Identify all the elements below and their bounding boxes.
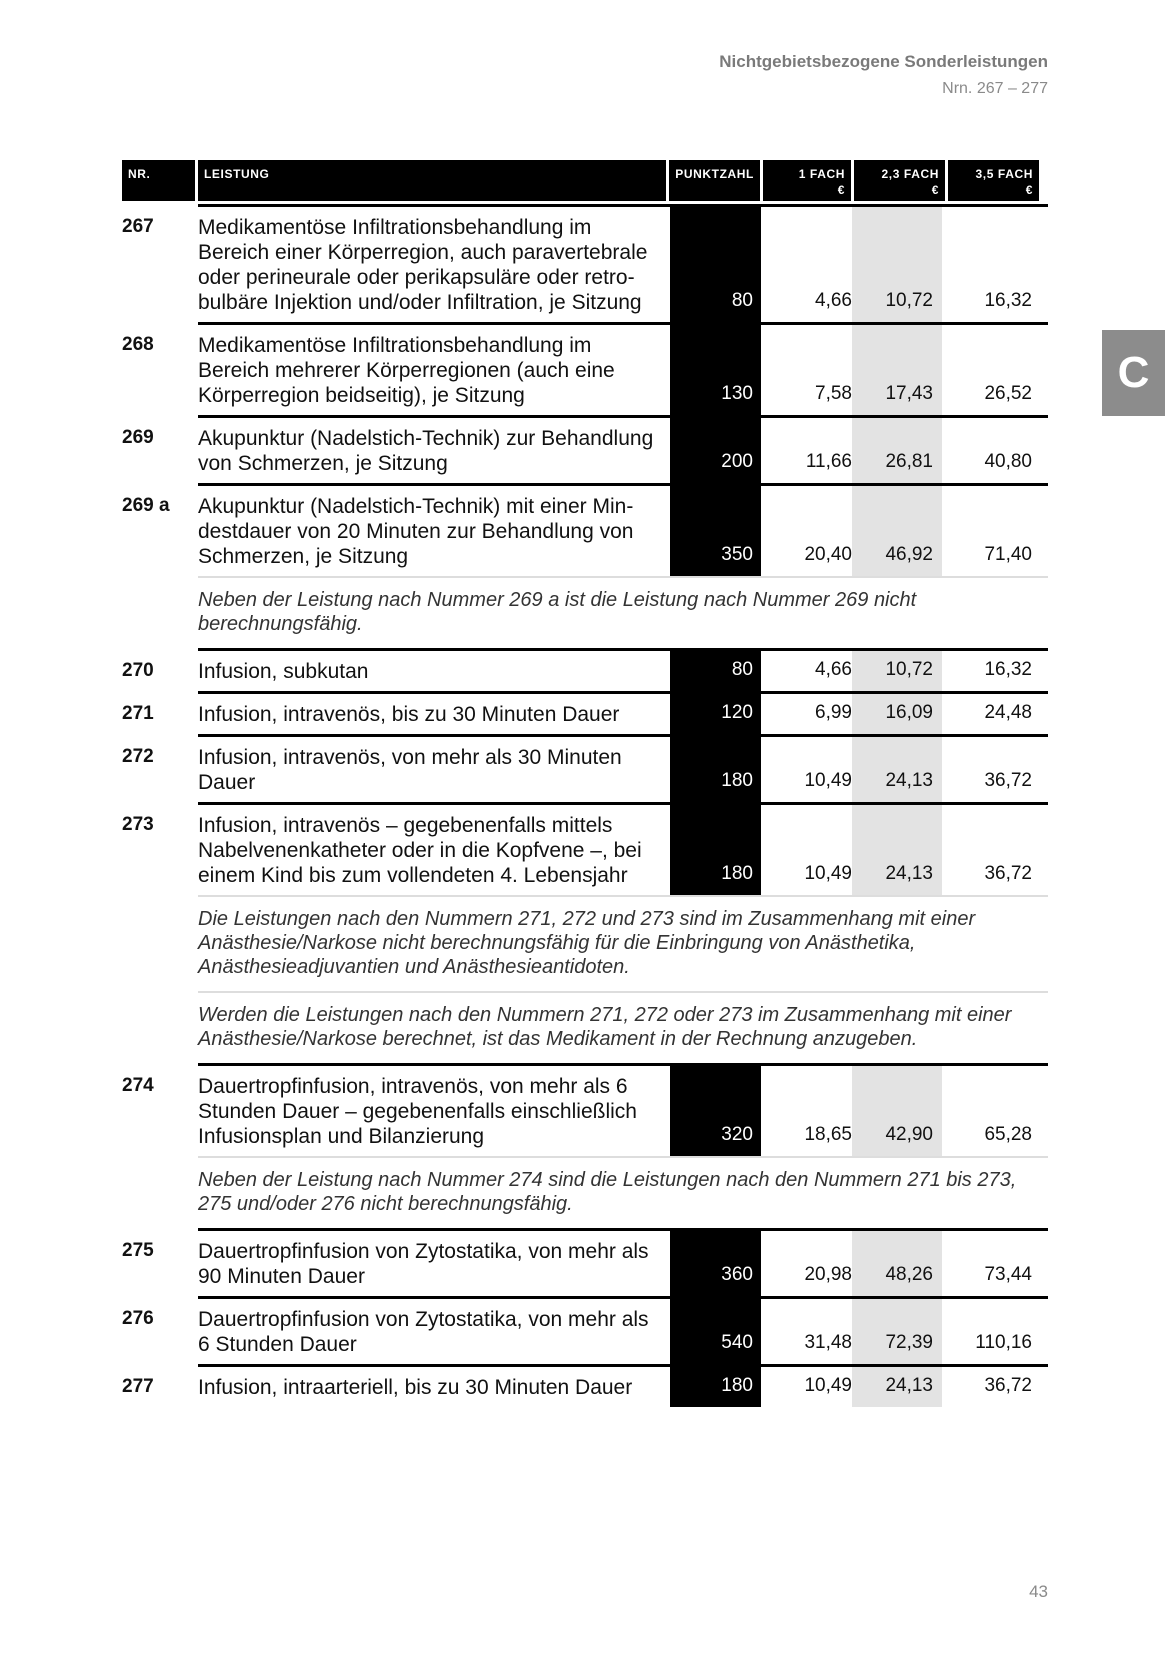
row-leistung: Infusion, intraarteriell, bis zu 30 Minuten Dauer xyxy=(198,1376,633,1399)
row-fach1: 10,49 xyxy=(804,1375,852,1396)
row-leistung: Infusion, intravenös, bis zu 30 Minuten Dauer xyxy=(198,703,620,726)
row-fach1: 18,65 xyxy=(804,1124,852,1145)
page-number: 43 xyxy=(1029,1582,1048,1601)
row-leistung: Medikamentöse Infiltrationsbehandlung im Bereich einer Körperregion, auch paravertebrale oder perineurale oder perikapsuläre oder retrobulbäre Injektion und/oder Infiltration, je Sitzung xyxy=(198,216,648,314)
row-fach1: 10,49 xyxy=(804,770,852,791)
row-fach23: 72,39 xyxy=(852,1299,942,1364)
table-row xyxy=(122,415,1048,483)
row-fach1: 4,66 xyxy=(815,659,852,680)
row-fach35: 16,32 xyxy=(984,659,1032,680)
table-row xyxy=(122,802,1048,895)
row-fach1: 20,40 xyxy=(804,544,852,565)
page-header-subtitle: Nrn. 267 – 277 xyxy=(942,80,1048,97)
row-fach35: 65,28 xyxy=(984,1124,1032,1145)
currency-label: € xyxy=(1025,183,1033,197)
row-fach1: 10,49 xyxy=(804,863,852,884)
row-nr: 267 xyxy=(122,216,154,237)
col-header-nr: NR. xyxy=(122,160,195,201)
row-fach23: 48,26 xyxy=(852,1231,942,1296)
row-fach23: 26,81 xyxy=(852,418,942,483)
row-nr: 273 xyxy=(122,814,154,835)
row-fach23: 10,72 xyxy=(852,651,942,691)
row-nr: 268 xyxy=(122,334,154,355)
table-row xyxy=(122,691,1048,734)
col-header-fach23: 2,3 FACH € xyxy=(854,160,945,201)
row-fach35: 36,72 xyxy=(984,1375,1032,1396)
row-nr: 271 xyxy=(122,703,154,724)
row-fach35: 26,52 xyxy=(984,383,1032,404)
row-nr: 270 xyxy=(122,660,154,681)
section-tab: C xyxy=(1102,330,1165,416)
row-fach1: 20,98 xyxy=(804,1264,852,1285)
row-nr: 277 xyxy=(122,1376,154,1397)
row-punktzahl: 180 xyxy=(670,1367,761,1407)
row-fach23: 10,72 xyxy=(852,207,942,322)
row-leistung: Akupunktur (Nadelstich-Technik) mit einer Mindestdauer von 20 Minuten zur Behandlung von Schmerzen, je Sitzung xyxy=(198,495,634,568)
table-row xyxy=(122,1228,1048,1296)
col-header-punktzahl: PUNKTZAHL xyxy=(669,160,760,201)
col-header-leistung: LEISTUNG xyxy=(198,160,666,201)
row-fach23: 24,13 xyxy=(852,737,942,802)
row-fach35: 36,72 xyxy=(984,863,1032,884)
table-row xyxy=(122,483,1048,576)
row-note: Werden die Leistungen nach den Nummern 271, 272 oder 273 im Zusammenhang mit einer Anästhesie/Narkose berechnet, ist das Medikament in der Rechnung anzugeben. xyxy=(198,991,1048,1063)
row-punktzahl: 360 xyxy=(670,1231,761,1296)
row-fach35: 40,80 xyxy=(984,451,1032,472)
page-header-title: Nichtgebietsbezogene Sonderleistungen xyxy=(719,52,1048,71)
row-note: Neben der Leistung nach Nummer 274 sind die Leistungen nach den Nummern 271 bis 273, 275 und/oder 276 nicht berechnungsfähig. xyxy=(198,1156,1048,1228)
table-row xyxy=(122,1296,1048,1364)
row-nr: 276 xyxy=(122,1308,154,1329)
table-row xyxy=(122,322,1048,415)
table-row xyxy=(122,204,1048,322)
row-punktzahl: 180 xyxy=(670,805,761,895)
row-nr: 275 xyxy=(122,1240,154,1261)
row-leistung: Infusion, subkutan xyxy=(198,660,369,683)
row-fach23: 24,13 xyxy=(852,805,942,895)
currency-label: € xyxy=(931,183,939,197)
row-leistung: Akupunktur (Nadelstich-Technik) zur Behandlung von Schmerzen, je Sitzung xyxy=(198,427,654,475)
row-fach35: 71,40 xyxy=(984,544,1032,565)
row-note: Die Leistungen nach den Nummern 271, 272 und 273 sind im Zusammenhang mit einer Anästhesie/Narkose nicht berechnungsfähig für die Einbringung von Anästhetika, Anästhesieadjuvantien und Anästhesieantidoten. xyxy=(198,895,1048,991)
row-nr: 272 xyxy=(122,746,154,767)
row-fach35: 24,48 xyxy=(984,702,1032,723)
row-punktzahl: 540 xyxy=(670,1299,761,1364)
row-punktzahl: 80 xyxy=(670,651,761,691)
row-punktzahl: 200 xyxy=(670,418,761,483)
row-fach1: 4,66 xyxy=(815,290,852,311)
table-header xyxy=(122,160,1048,201)
row-leistung: Medikamentöse Infiltrationsbehandlung im Bereich mehrerer Körperregionen (auch eine Körperregion beidseitig), je Sitzung xyxy=(198,334,615,407)
row-leistung: Dauertropfinfusion von Zytostatika, von mehr als 6 Stunden Dauer xyxy=(198,1308,649,1356)
row-fach35: 36,72 xyxy=(984,770,1032,791)
row-fach35: 110,16 xyxy=(975,1332,1032,1353)
row-punktzahl: 120 xyxy=(670,694,761,734)
row-fach1: 31,48 xyxy=(804,1332,852,1353)
row-nr: 274 xyxy=(122,1075,154,1096)
row-fach1: 6,99 xyxy=(815,702,852,723)
currency-label: € xyxy=(837,183,845,197)
col-header-fach35: 3,5 FACH € xyxy=(948,160,1039,201)
row-leistung: Dauertropfinfusion von Zytostatika, von mehr als 90 Minuten Dauer xyxy=(198,1240,649,1288)
fee-table xyxy=(122,160,1048,1407)
row-fach23: 24,13 xyxy=(852,1367,942,1407)
row-nr: 269 a xyxy=(122,495,170,516)
table-row xyxy=(122,1063,1048,1156)
row-punktzahl: 350 xyxy=(670,486,761,576)
row-punktzahl: 320 xyxy=(670,1066,761,1156)
row-fach35: 16,32 xyxy=(984,290,1032,311)
table-row xyxy=(122,1364,1048,1407)
table-row xyxy=(122,734,1048,802)
row-leistung: Infusion, intravenös, von mehr als 30 Minuten Dauer xyxy=(198,746,622,794)
row-punktzahl: 180 xyxy=(670,737,761,802)
row-fach1: 7,58 xyxy=(815,383,852,404)
row-fach23: 42,90 xyxy=(852,1066,942,1156)
row-fach23: 16,09 xyxy=(852,694,942,734)
row-punktzahl: 80 xyxy=(670,207,761,322)
row-fach35: 73,44 xyxy=(984,1264,1032,1285)
row-note: Neben der Leistung nach Nummer 269 a ist die Leistung nach Nummer 269 nicht berechnungsfähig. xyxy=(198,576,1048,648)
table-row xyxy=(122,648,1048,691)
row-punktzahl: 130 xyxy=(670,325,761,415)
row-fach23: 46,92 xyxy=(852,486,942,576)
row-leistung: Dauertropfinfusion, intravenös, von mehr als 6 Stunden Dauer – gegebenenfalls einschließlich Infusionsplan und Bilanzierung xyxy=(198,1075,637,1148)
col-header-fach1: 1 FACH € xyxy=(763,160,851,201)
row-nr: 269 xyxy=(122,427,154,448)
row-fach23: 17,43 xyxy=(852,325,942,415)
row-fach1: 11,66 xyxy=(805,451,852,472)
row-leistung: Infusion, intravenös – gegebenenfalls mittels Nabelvenenkatheter oder in die Kopfvene –, bei einem Kind bis zum vollendeten 4. Lebensjahr xyxy=(198,814,642,887)
